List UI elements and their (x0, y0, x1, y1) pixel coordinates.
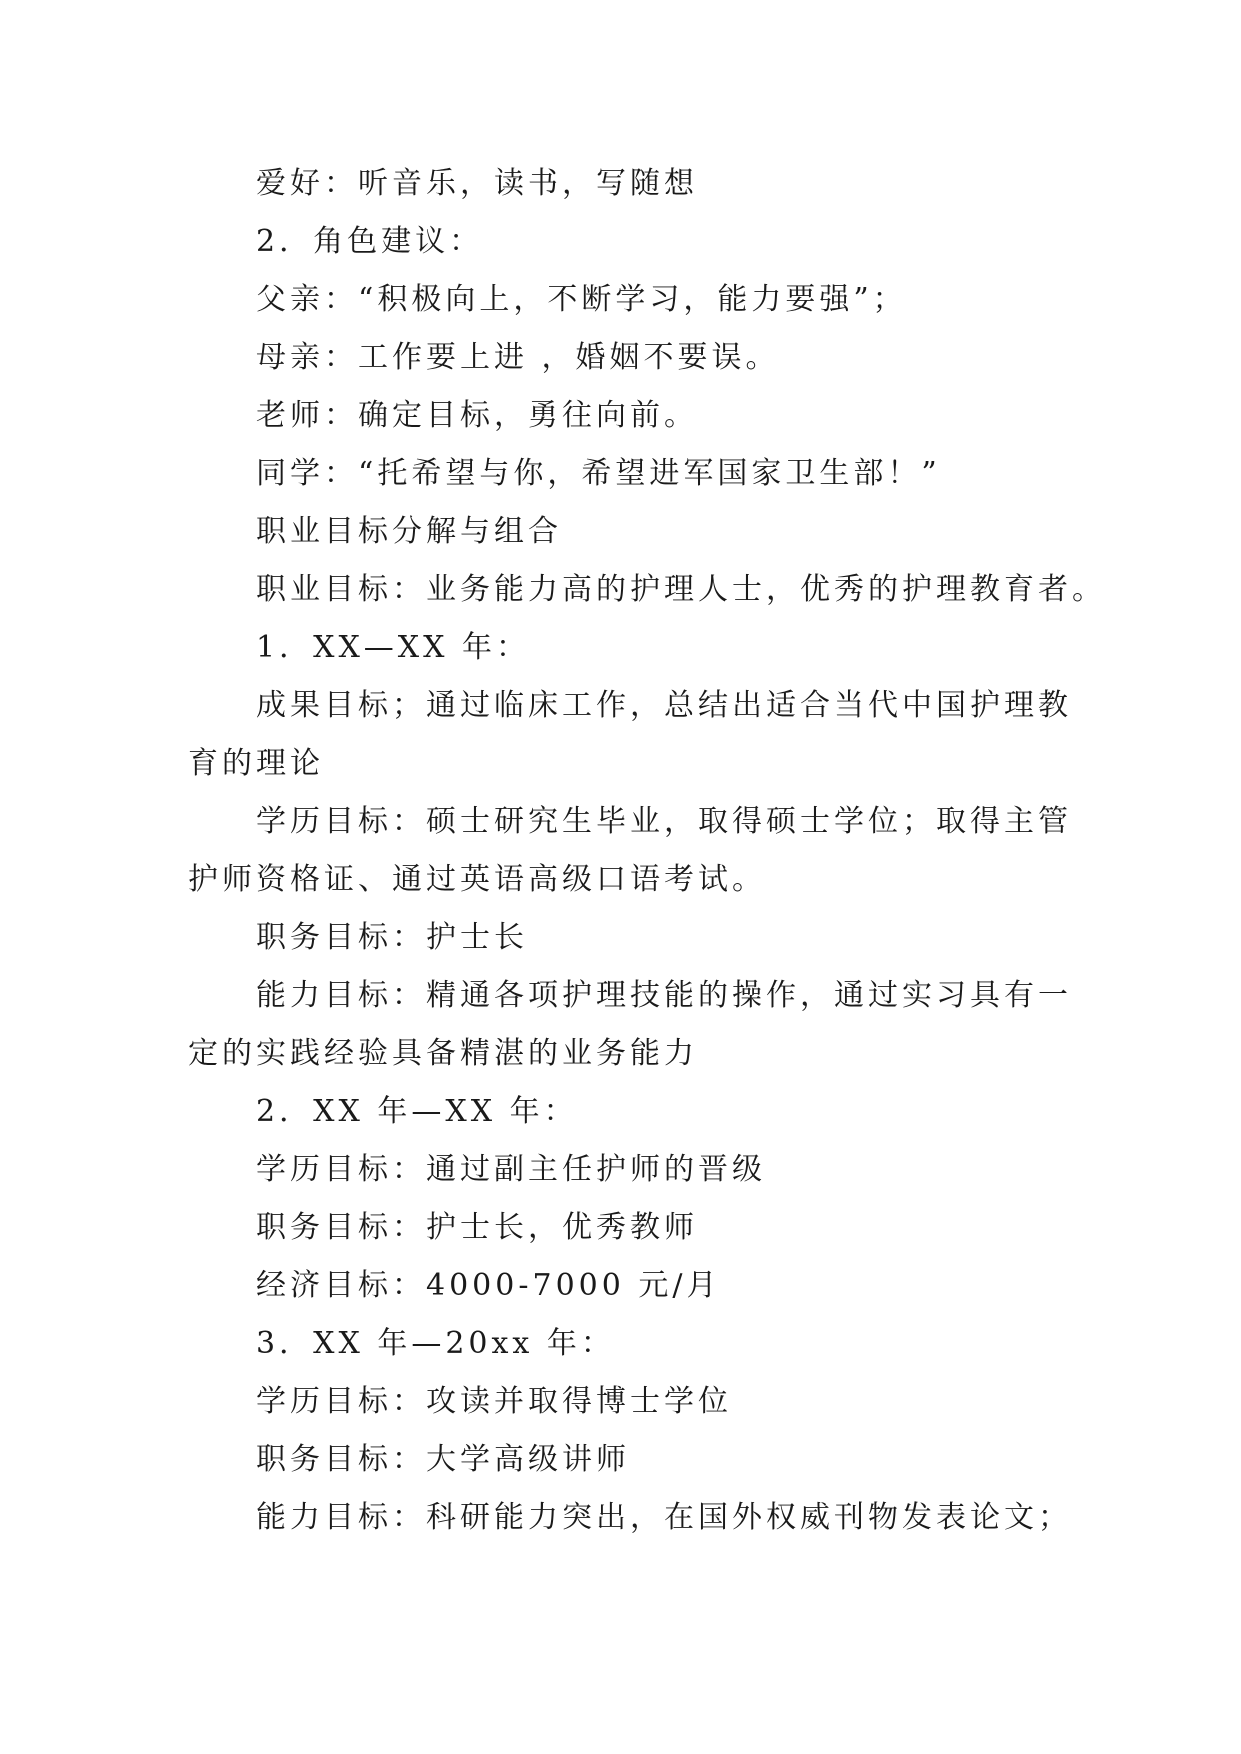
father-suggestion: 父亲：“积极向上，不断学习，能力要强”； (256, 282, 907, 317)
phase-3-education-goal: 学历目标：攻读并取得博士学位 (256, 1384, 732, 1419)
phase-2-economic-goal: 经济目标：4000-7000 元/月 (256, 1268, 721, 1303)
career-goal-breakdown-heading: 职业目标分解与组合 (256, 514, 562, 549)
teacher-suggestion: 老师：确定目标，勇往向前。 (256, 398, 698, 433)
career-goal-line: 职业目标：业务能力高的护理人士，优秀的护理教育者。 (256, 572, 1106, 607)
phase-2-education-goal: 学历目标：通过副主任护师的晋级 (256, 1152, 766, 1187)
phase-3-position-goal: 职务目标：大学高级讲师 (256, 1442, 630, 1477)
phase-3-ability-goal: 能力目标：科研能力突出，在国外权威刊物发表论文； (256, 1500, 1072, 1535)
document-body (188, 155, 1106, 1547)
phase-1-achievement-goal: 成果目标；通过临床工作，总结出适合当代中国护理教 (256, 688, 1072, 723)
phase-2-heading: 2．XX 年—XX 年： (256, 1094, 578, 1129)
phase-1-ability-goal: 能力目标：精通各项护理技能的操作，通过实习具有一 (256, 978, 1072, 1013)
phase-1-education-goal: 学历目标：硕士研究生毕业，取得硕士学位；取得主管 (256, 804, 1072, 839)
phase-3-heading: 3．XX 年—20xx 年： (256, 1326, 615, 1361)
phase-1-position-goal: 职务目标：护士长 (256, 920, 528, 955)
phase-1-heading: 1．XX—XX 年： (256, 630, 531, 665)
phase-1-achievement-goal-cont: 育的理论 (188, 746, 324, 781)
mother-suggestion: 母亲：工作要上进 ，婚姻不要误。 (256, 340, 780, 375)
phase-2-position-goal: 职务目标：护士长，优秀教师 (256, 1210, 698, 1245)
phase-1-ability-goal-cont: 定的实践经验具备精湛的业务能力 (188, 1036, 698, 1071)
role-suggestion-heading: 2．角色建议： (256, 224, 484, 259)
hobby-line: 爱好：听音乐，读书，写随想 (256, 166, 698, 201)
phase-1-education-goal-cont: 护师资格证、通过英语高级口语考试。 (188, 862, 766, 897)
classmate-suggestion: 同学：“托希望与你，希望进军国家卫生部！” (256, 456, 941, 491)
